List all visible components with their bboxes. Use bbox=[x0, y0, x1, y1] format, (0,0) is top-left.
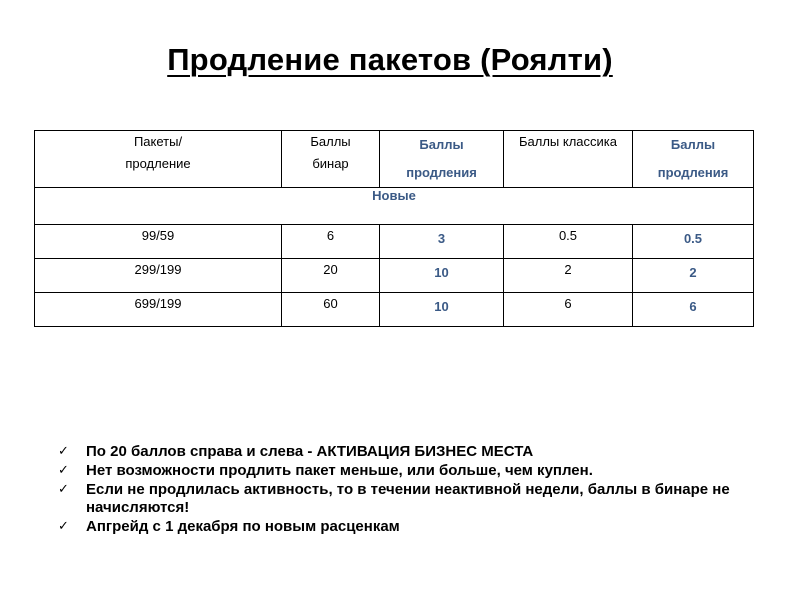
cell-binary: 6 bbox=[282, 225, 380, 259]
cell-renewal-2: 6 bbox=[633, 293, 754, 327]
list-item bbox=[58, 518, 758, 536]
checkmark-icon: ✓ bbox=[58, 463, 69, 478]
table-header-row bbox=[35, 131, 754, 188]
header-packages bbox=[35, 131, 282, 188]
note-text: Апгрейд с 1 декабря по новым расценкам bbox=[86, 518, 400, 535]
section-label: Новые bbox=[35, 188, 754, 225]
header-packages-line2: продление bbox=[125, 156, 191, 171]
cell-binary: 60 bbox=[282, 293, 380, 327]
renewal-table bbox=[34, 130, 754, 327]
cell-renewal-2: 2 bbox=[633, 259, 754, 293]
header-renewal-2-line2: продления bbox=[657, 165, 729, 180]
list-item bbox=[58, 443, 758, 461]
header-binary bbox=[282, 131, 380, 188]
header-renewal bbox=[380, 131, 504, 188]
note-text: Если не продлилась активность, то в течении неактивной недели, баллы в бинаре не начисляются! bbox=[86, 481, 730, 516]
header-renewal-line1: Баллы bbox=[419, 137, 464, 152]
page-title: Продление пакетов (Роялти) bbox=[167, 42, 613, 77]
cell-classic: 0.5 bbox=[504, 225, 633, 259]
cell-package: 299/199 bbox=[35, 259, 282, 293]
list-item bbox=[58, 462, 758, 480]
cell-renewal: 3 bbox=[380, 225, 504, 259]
cell-renewal-2: 0.5 bbox=[633, 225, 754, 259]
notes-list bbox=[58, 443, 758, 537]
header-renewal-2-line1: Баллы bbox=[670, 137, 716, 152]
cell-classic: 6 bbox=[504, 293, 633, 327]
header-binary-line1: Баллы bbox=[310, 134, 351, 149]
table-row bbox=[35, 259, 754, 293]
cell-package: 699/199 bbox=[35, 293, 282, 327]
list-item bbox=[58, 481, 758, 517]
header-renewal-2 bbox=[633, 131, 754, 188]
header-binary-line2: бинар bbox=[312, 156, 349, 171]
checkmark-icon: ✓ bbox=[58, 482, 69, 497]
cell-renewal: 10 bbox=[380, 259, 504, 293]
section-row bbox=[35, 188, 754, 225]
cell-binary: 20 bbox=[282, 259, 380, 293]
note-text: Нет возможности продлить пакет меньше, или больше, чем куплен. bbox=[86, 462, 593, 479]
note-text: По 20 баллов справа и слева - АКТИВАЦИЯ БИЗНЕС МЕСТА bbox=[86, 443, 534, 460]
table-row bbox=[35, 225, 754, 259]
cell-classic: 2 bbox=[504, 259, 633, 293]
table-row bbox=[35, 293, 754, 327]
cell-package: 99/59 bbox=[35, 225, 282, 259]
header-renewal-line2: продления bbox=[406, 165, 477, 180]
header-packages-line1: Пакеты/ bbox=[133, 134, 183, 149]
checkmark-icon: ✓ bbox=[58, 444, 69, 459]
cell-renewal: 10 bbox=[380, 293, 504, 327]
header-classic bbox=[504, 131, 633, 188]
checkmark-icon: ✓ bbox=[58, 519, 69, 534]
header-classic-label: Баллы классика bbox=[518, 134, 617, 149]
